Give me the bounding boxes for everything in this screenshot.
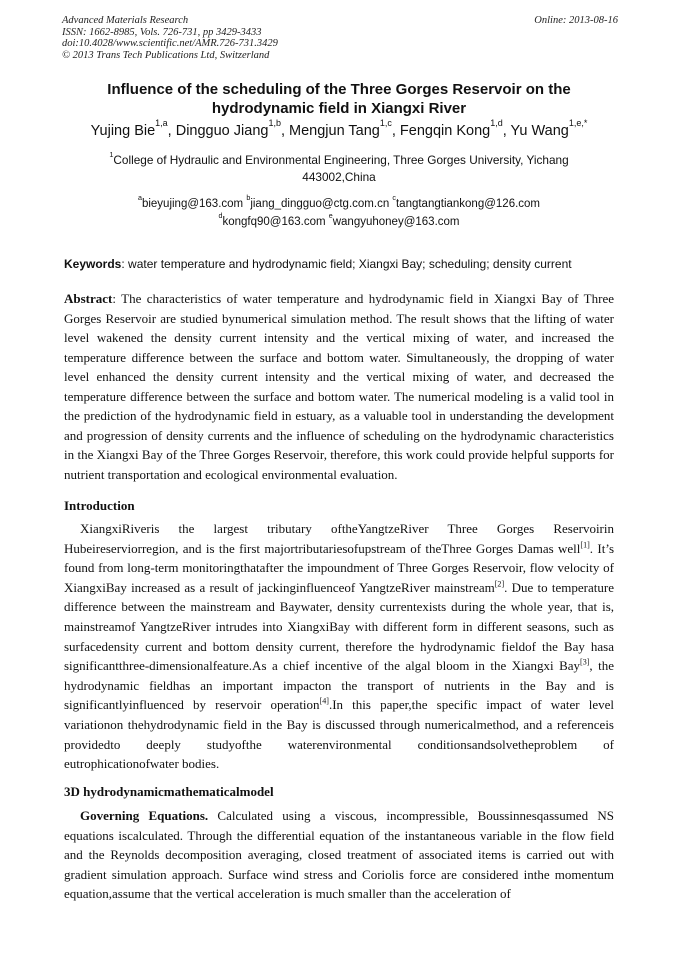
online-date: Online: 2013-08-16 — [534, 15, 618, 26]
abstract — [64, 289, 614, 484]
author-affiliation-mark: 1,b — [268, 118, 281, 129]
intro-text: . It’s found from long-term monitoringthatafter the impoundment of Three Gorges Reservoir, flow velocity of XiangxiBay increased as a result of jackinginfluenceof YangtzeRiver mainstream — [64, 540, 614, 595]
paper-title — [60, 80, 618, 118]
title-line-1: Influence of the scheduling of the Three Gorges Reservoir on the — [107, 81, 571, 98]
citation: [3] — [580, 657, 590, 667]
author-name: Yu Wang — [510, 123, 569, 139]
copyright-line: © 2013 Trans Tech Publications Ltd, Switzerland — [62, 49, 270, 61]
email-address: kongfq90@163.com — [222, 216, 326, 228]
affiliation-line-1: College of Hydraulic and Environmental Engineering, Three Gorges University, Yichang — [113, 153, 569, 167]
email-address: tangtangtiankong@126.com — [395, 198, 541, 210]
journal-name: Advanced Materials Research — [62, 15, 189, 26]
email-address: jiang_dingguo@ctg.com.cn — [250, 198, 390, 210]
email-address: wangyuhoney@163.com — [332, 216, 460, 228]
author-affiliation-mark: 1,c — [379, 118, 392, 129]
author-affiliation-mark: 1,d — [490, 118, 503, 129]
email-mark: b — [246, 194, 251, 203]
journal-header — [62, 15, 618, 61]
author-name: Dingguo Jiang — [175, 123, 269, 139]
email-mark: d — [218, 212, 223, 221]
citation: [2] — [494, 579, 505, 589]
affiliation-line-2: 443002,China — [302, 170, 376, 184]
affiliation — [80, 149, 598, 186]
author-affiliation-mark: 1,a — [155, 118, 168, 129]
keywords — [64, 256, 620, 272]
abstract-label: Abstract — [64, 291, 113, 306]
doi-line: doi:10.4028/www.scientific.net/AMR.726-731.3429 — [62, 38, 278, 50]
keywords-label: Keywords — [64, 257, 122, 271]
author-emails — [40, 195, 638, 231]
citation: [4] — [319, 697, 329, 707]
title-line-2: hydrodynamic field in Xiangxi River — [211, 100, 467, 117]
governing-equations-paragraph — [64, 806, 614, 904]
affiliation-mark: 1 — [109, 149, 114, 159]
introduction-paragraph — [64, 519, 614, 774]
email-mark: c — [392, 194, 396, 203]
issn-line: ISSN: 1662-8985, Vols. 726-731, pp 3429-3433 — [62, 26, 262, 38]
email-address: bieyujing@163.com — [141, 198, 244, 210]
citation: [1] — [580, 540, 590, 550]
introduction-heading: Introduction — [64, 498, 135, 513]
email-mark: a — [137, 194, 142, 203]
intro-text: XiangxiRiveris the largest tributary oftheYangtzeRiver Three Gorges Reservoirin Hubeireserviorregion, and is the first majortributariesofupstream of theThree Gorges Damas well — [64, 521, 614, 556]
intro-text: .In this paper,the specific impact of water level variationon thehydrodynamic field in the Bay is discussed through numericalmethod, and a referenceis providedto deeply studyofthe waterenvironmental conditionsandsolvetheproblem of eutrophicationofwater bodies. — [64, 697, 614, 772]
governing-text: Calculated using a viscous, incompressible, Boussinnesqassumed NS equations iscalculated. Through the differential equation of the instantaneous variable in the flow field and the Reynolds decomposition averaging, closed treatment of associated items is carried out with gradient simulation approach. Surface wind stress and Coriolis force are considered inthe momentum equation,assume that the vertical acceleration is much smaller than the acceleration of — [64, 808, 614, 902]
intro-text: . Due to temperature difference between the mainstream and Baywater, density currentexists during the whole year, that is, mainstreamof YangtzeRiver intrudes into XiangxiBay with different form in different seasons, such as surfacedensity current and bottom density current, therefore the hydrodynamic fieldof the Bay hasa significantthree-dimensionalfeature.As a chief incentive of the algal bloom in the Xiangxi Bay — [64, 579, 614, 674]
author-name: Yujing Bie — [90, 123, 156, 139]
abstract-text: : The characteristics of water temperature and hydrodynamic field in Xiangxi Bay of Three Gorges Reservoir are studied bynumerical simulation method. The result shows that the lifting of water level wakened the density current intensity and the vertical mixing of water, and increased the temperature difference between the surface and bottom water. Simultaneously, the dropping of water level enhanced the density current intensity and the vertical mixing of water, and decreased the temperature difference between the surface and bottom water. The numerical modeling is a valid tool in the prediction of the hydrodynamic field in estuary, as a valuable tool in understanding the development and progression of density currents and the influence of scheduling on the hydrodynamic characteristics in the Xiangxi Bay of the Three Gorges Reservoir, therefore, this work could provide helpful supports for nutrient transportation and ecological environmental evaluation. — [64, 291, 614, 482]
author-affiliation-mark: 1,e,* — [568, 118, 588, 129]
author-list: Yujing Bie$^{1,a}$, Dingguo Jiang$^{1,b}$, Mengjun Tang$^{1,c}$, Fengqin Kong$^{1,d}$, Yu Wang$^{1,e,*}$ — [90, 118, 588, 139]
intro-text: , the hydrodynamic fieldhas an important impacton the transport of nutrients in the Bay and is significantlyinfluenced by reservoir operation — [64, 658, 615, 713]
author-name: Fengqin Kong — [399, 123, 491, 139]
governing-label: Governing Equations. — [80, 808, 209, 823]
author-name: Mengjun Tang — [289, 123, 380, 139]
email-mark: e — [328, 212, 333, 221]
model-section-heading: 3D hydrodynamicmathematicalmodel — [64, 784, 274, 799]
keywords-text: : water temperature and hydrodynamic field; Xiangxi Bay; scheduling; density current — [121, 257, 572, 271]
